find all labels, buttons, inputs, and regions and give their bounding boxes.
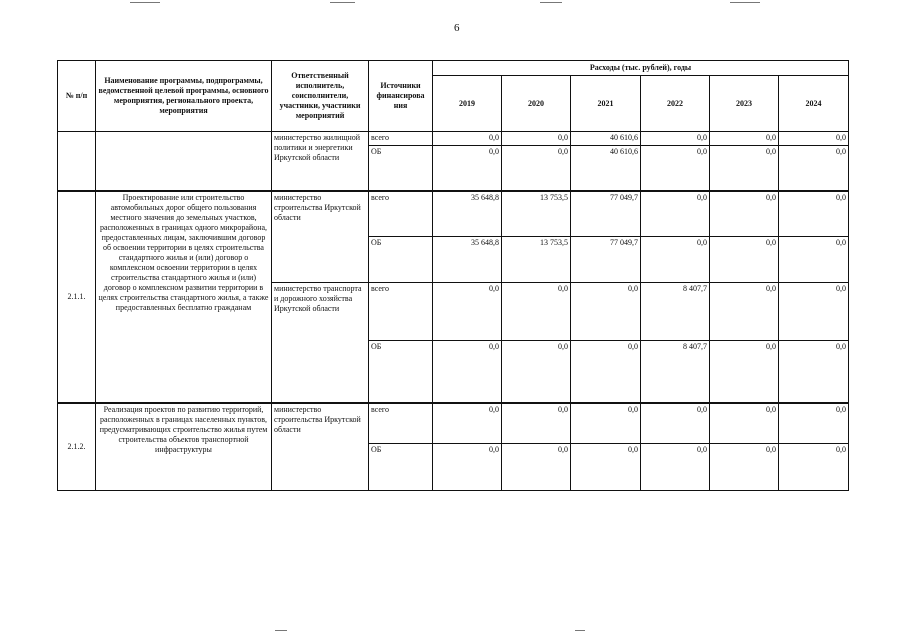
value-cell: 0,0 (779, 145, 849, 191)
value-cell: 0,0 (641, 132, 710, 145)
value-cell: 0,0 (502, 145, 571, 191)
source-cell: всего (369, 403, 433, 444)
row-executor: министерство транспорта и дорожного хозяйства Иркутской области (272, 283, 369, 403)
value-cell: 0,0 (710, 237, 779, 283)
source-cell: всего (369, 132, 433, 145)
value-cell: 0,0 (641, 191, 710, 237)
page-number: 6 (454, 22, 460, 34)
value-cell: 0,0 (502, 444, 571, 491)
header-expenses: Расходы (тыс. рублей), годы (433, 61, 849, 76)
value-cell: 0,0 (502, 283, 571, 341)
value-cell: 13 753,5 (502, 237, 571, 283)
value-cell: 0,0 (710, 145, 779, 191)
row-executor: министерство жилищной политики и энергетики Иркутской области (272, 132, 369, 191)
value-cell: 0,0 (710, 403, 779, 444)
item-name: Реализация проектов по развитию территорий, расположенных в границах населенных пунктов, предусматривающих строительство жилья путем строительства объектов транспортной инфраструктуры (96, 403, 272, 491)
value-cell: 0,0 (710, 341, 779, 403)
value-cell: 77 049,7 (571, 237, 641, 283)
source-cell: всего (369, 283, 433, 341)
value-cell: 0,0 (779, 237, 849, 283)
source-cell: ОБ (369, 444, 433, 491)
scan-mark (575, 630, 585, 631)
expenses-table (57, 60, 849, 491)
value-cell: 40 610,6 (571, 145, 641, 191)
header-number: № п/п (58, 61, 96, 132)
value-cell: 0,0 (502, 341, 571, 403)
value-cell: 0,0 (571, 341, 641, 403)
value-cell: 0,0 (710, 444, 779, 491)
item-number: 2.1.1. (58, 191, 96, 403)
header-year: 2021 (571, 76, 641, 132)
value-cell: 0,0 (641, 403, 710, 444)
value-cell: 0,0 (502, 132, 571, 145)
header-executor: Ответственный исполнитель, соисполнители, участники, участники мероприятий (272, 61, 369, 132)
value-cell: 8 407,7 (641, 283, 710, 341)
source-cell: ОБ (369, 145, 433, 191)
value-cell: 0,0 (433, 444, 502, 491)
source-cell: ОБ (369, 237, 433, 283)
item-name: Проектирование или строительство автомобильных дорог общего пользования местного значения до земельных участков, расположенных в границах одного микрорайона, предоставленных лицам, заключившим договор об освоении территории в целях строительства стандартного жилья и (или) договор о комплексном освоении территории в целях строительства стандартного жилья и (или) договор о комплексном развитии территории в целях строительства стандартного жилья, а также предоставленных бесплатно гражданам (96, 191, 272, 403)
header-year: 2020 (502, 76, 571, 132)
value-cell: 0,0 (779, 283, 849, 341)
scan-mark (730, 2, 760, 3)
header-name: Наименование программы, подпрограммы, ведомственной целевой программы, основного мероприятия, регионального проекта, мероприятия (96, 61, 272, 132)
header-year: 2024 (779, 76, 849, 132)
value-cell: 0,0 (571, 444, 641, 491)
value-cell: 0,0 (433, 132, 502, 145)
value-cell: 40 610,6 (571, 132, 641, 145)
value-cell: 0,0 (433, 341, 502, 403)
item-number: 2.1.2. (58, 403, 96, 491)
source-cell: всего (369, 191, 433, 237)
header-year: 2019 (433, 76, 502, 132)
value-cell: 13 753,5 (502, 191, 571, 237)
header-year: 2022 (641, 76, 710, 132)
value-cell: 0,0 (710, 132, 779, 145)
value-cell: 8 407,7 (641, 341, 710, 403)
value-cell: 0,0 (641, 237, 710, 283)
value-cell: 35 648,8 (433, 237, 502, 283)
value-cell: 0,0 (641, 444, 710, 491)
value-cell: 0,0 (433, 145, 502, 191)
row-number (58, 132, 96, 191)
row-executor: министерство строительства Иркутской области (272, 191, 369, 283)
value-cell: 0,0 (779, 191, 849, 237)
value-cell: 0,0 (779, 444, 849, 491)
row-executor: министерство строительства Иркутской области (272, 403, 369, 491)
value-cell: 0,0 (571, 403, 641, 444)
value-cell: 0,0 (571, 283, 641, 341)
value-cell: 35 648,8 (433, 191, 502, 237)
value-cell: 0,0 (779, 341, 849, 403)
value-cell: 77 049,7 (571, 191, 641, 237)
value-cell: 0,0 (502, 403, 571, 444)
scan-mark (330, 2, 355, 3)
value-cell: 0,0 (710, 283, 779, 341)
value-cell: 0,0 (710, 191, 779, 237)
row-name (96, 132, 272, 191)
value-cell: 0,0 (779, 403, 849, 444)
header-source: Источники финансирова ния (369, 61, 433, 132)
scan-mark (275, 630, 287, 631)
scan-mark (540, 2, 562, 3)
value-cell: 0,0 (779, 132, 849, 145)
value-cell: 0,0 (433, 283, 502, 341)
source-cell: ОБ (369, 341, 433, 403)
header-year: 2023 (710, 76, 779, 132)
value-cell: 0,0 (641, 145, 710, 191)
value-cell: 0,0 (433, 403, 502, 444)
scan-mark (130, 2, 160, 3)
